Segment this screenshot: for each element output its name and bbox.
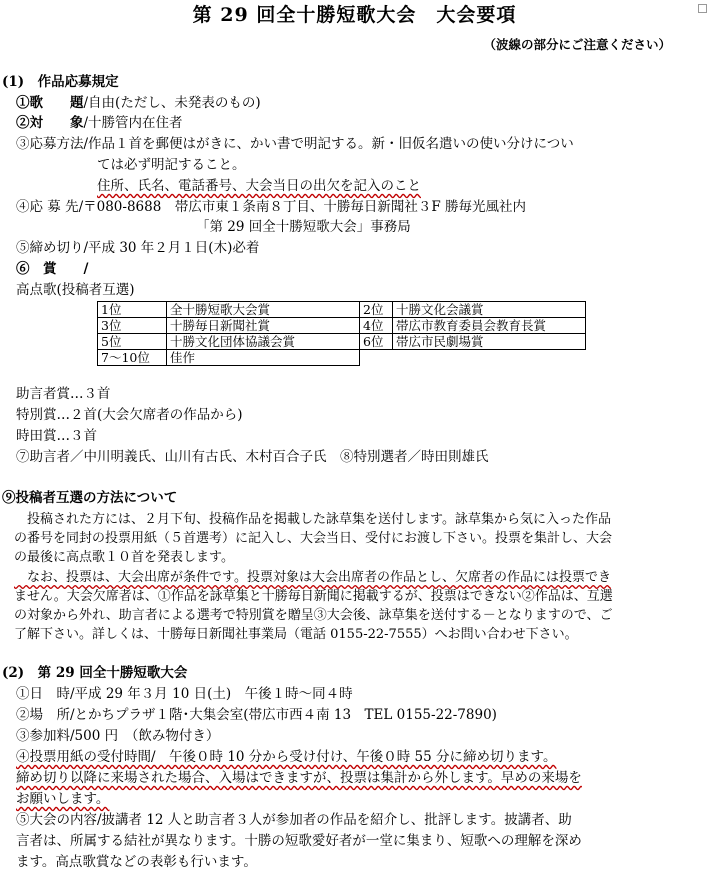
paragraph-line: の対象から外れ、助言者による選考で特別賞を贈呈③大会後、詠草集を送付する－となりますので、ご xyxy=(14,608,613,623)
table-cell: 帯広市教育委員会教育長賞 xyxy=(393,318,586,334)
event-content-line2: 言者は、所属する結社が異なります。十勝の短歌愛好者が一堂に集まり、短歌への理解を深め xyxy=(16,833,582,849)
ballot-reception-time: ④投票用紙の受付時間/ 午後０時 10 分から受け付け、午後０時 55 分に締め切ります。 xyxy=(16,749,557,765)
rule-target: ②対 象/十勝管内在住者 xyxy=(16,115,183,131)
table-cell xyxy=(360,350,393,366)
section1-heading: (1) 作品応募規定 xyxy=(2,74,119,90)
table-row xyxy=(98,334,586,350)
paragraph-line: 投稿された方には、２月下旬、投稿作品を掲載した詠草集を送付します。詠草集から気に入った作品 xyxy=(14,512,611,527)
document-title: 第 29 回全十勝短歌大会 大会要項 xyxy=(192,4,517,26)
rule-method-line1: ③応募方法/作品１首を郵便はがきに、かい書で明記する。新・旧仮名遣いの使い分けについ xyxy=(16,136,574,152)
table-row xyxy=(98,302,586,318)
award-tokita: 時田賞…３首 xyxy=(16,428,97,444)
section2-heading: (2) 第 29 回全十勝短歌大会 xyxy=(2,665,188,681)
table-cell: 6位 xyxy=(360,334,393,350)
table-cell: 5位 xyxy=(98,334,167,350)
event-content-line3: ます。高点歌賞などの表彰も行います。 xyxy=(16,854,257,870)
paragraph-line: なお、投票は、大会出席が条件です。投票対象は大会出席者の作品とし、欠席者の作品には投票でき xyxy=(14,570,611,585)
table-cell: 4位 xyxy=(360,318,393,334)
section9-heading: ⑨投稿者互選の方法について xyxy=(2,490,178,506)
event-date: ①日 時/平成 29 年３月 10 日(土) 午後１時～同４時 xyxy=(16,686,353,702)
ballot-note-line2: お願いします。 xyxy=(16,791,110,807)
document-subtitle: （波線の部分にご注意ください） xyxy=(483,37,671,52)
rule-method-note: 住所、氏名、電話番号、大会当日の出欠を記入のこと xyxy=(97,178,421,194)
rule-prize: ⑥ 賞 / xyxy=(16,261,89,277)
award-advisor: 助言者賞…３首 xyxy=(16,386,111,402)
table-cell: 帯広市民劇場賞 xyxy=(393,334,586,350)
ballot-note-line1: 締め切り以降に来場された場合、入場はできますが、投票は集計から外します。早めの来場を xyxy=(16,770,582,786)
paragraph-line: ません。大会欠席者は、①作品を詠草集と十勝毎日新聞に掲載するが、投票はできない②作品は、互選 xyxy=(14,589,613,604)
rule-address-line1: ④応 募 先/〒080-8688 帯広市東１条南８丁目、十勝毎日新聞社３F 勝毎光風社内 xyxy=(16,199,526,215)
table-cell: 3位 xyxy=(98,318,167,334)
paragraph-line: 了解下さい。詳しくは、十勝毎日新聞社事業局（電話 0155-22-7555）へお問い合わせ下さい。 xyxy=(14,627,578,642)
paragraph-line: の最後に高点歌１０首を発表します。 xyxy=(14,550,234,565)
table-cell: 全十勝短歌大会賞 xyxy=(167,302,360,318)
rule-title: ①歌 題/自由(ただし、未発表のもの) xyxy=(16,95,261,111)
corner-marker xyxy=(698,4,707,13)
table-cell: 1位 xyxy=(98,302,167,318)
paragraph-line: の番号を同封の投票用紙（５首選考）に記入し、大会当日、受付にお渡し下さい。投票を集計し、大会 xyxy=(14,531,613,546)
table-cell xyxy=(393,350,586,366)
event-venue: ②場 所/とかちプラザ１階･大集会室(帯広市西４南 13 TEL 0155-22-7890) xyxy=(16,707,497,723)
table-cell: 十勝文化団体協議会賞 xyxy=(167,334,360,350)
event-content-line1: ⑤大会の内容/披講者 12 人と助言者３人が参加者の作品を紹介し、批評します。披講者、助 xyxy=(16,812,572,828)
rule-deadline: ⑤締め切り/平成 30 年２月１日(木)必着 xyxy=(16,240,260,256)
rule-address-line2: 「第 29 回全十勝短歌大会」事務局 xyxy=(196,219,411,235)
table-cell: 2位 xyxy=(360,302,393,318)
event-fee: ③参加料/500 円 （飲み物付き） xyxy=(16,728,220,744)
rule-method-line2: ては必ず明記すること。 xyxy=(97,157,246,173)
award-special: 特別賞…２首(大会欠席者の作品から) xyxy=(16,407,243,423)
mutual-vote-paragraph2 xyxy=(14,568,694,644)
table-row xyxy=(98,318,586,334)
advisors-and-judge: ⑦助言者／中川明義氏、山川有古氏、木村百合子氏 ⑧特別選者／時田則雄氏 xyxy=(16,449,489,465)
high-score-label: 高点歌(投稿者互選) xyxy=(16,282,135,298)
table-row xyxy=(98,350,586,366)
mutual-vote-paragraph1 xyxy=(14,510,694,567)
table-cell: 十勝文化会議賞 xyxy=(393,302,586,318)
table-cell: 十勝毎日新聞社賞 xyxy=(167,318,360,334)
table-cell: 佳作 xyxy=(167,350,360,366)
table-cell: 7～10位 xyxy=(98,350,167,366)
prize-table xyxy=(97,301,586,366)
